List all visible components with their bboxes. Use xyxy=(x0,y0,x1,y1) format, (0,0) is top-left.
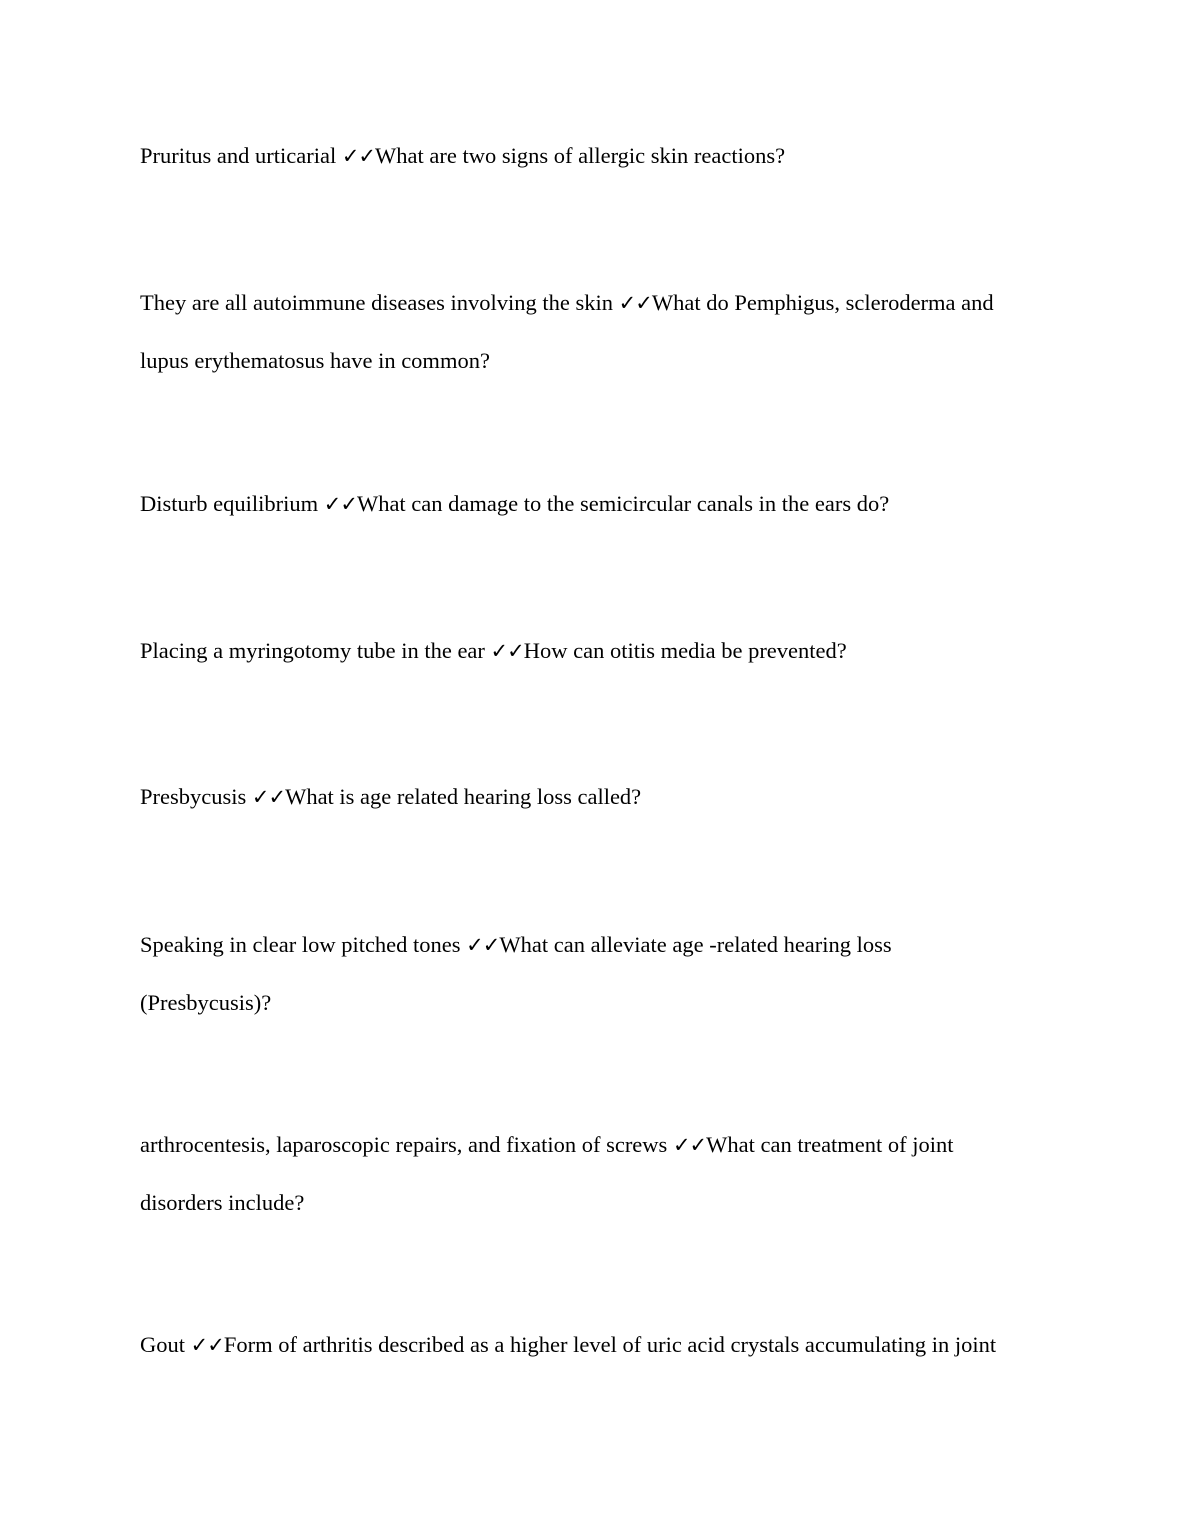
answer-text: arthrocentesis, laparoscopic repairs, and fixation of screws xyxy=(140,1132,673,1157)
double-check-icon: ✓✓ xyxy=(190,1333,224,1357)
qa-entry-7-continuation xyxy=(140,1187,1040,1219)
qa-entry-2-continuation xyxy=(140,345,1040,377)
qa-entry-7 xyxy=(140,1129,1040,1161)
double-check-icon: ✓✓ xyxy=(341,144,376,168)
question-text: What can treatment of joint xyxy=(706,1132,954,1157)
qa-entry-4 xyxy=(140,635,1040,667)
qa-entry-6-continuation xyxy=(140,987,1040,1019)
qa-entry-5 xyxy=(140,781,1040,813)
double-check-icon: ✓✓ xyxy=(490,639,524,663)
answer-text: Speaking in clear low pitched tones xyxy=(140,932,467,957)
question-text-continued: disorders include? xyxy=(140,1190,305,1215)
question-text: What is age related hearing loss called? xyxy=(285,784,642,809)
question-text-continued: (Presbycusis)? xyxy=(140,990,272,1015)
question-text-continued: lupus erythematosus have in common? xyxy=(140,348,490,373)
answer-text: They are all autoimmune diseases involving the skin xyxy=(140,290,619,315)
qa-entry-2 xyxy=(140,287,1040,319)
question-text: What do Pemphigus, scleroderma and xyxy=(651,290,994,315)
question-text: How can otitis media be prevented? xyxy=(523,638,847,663)
answer-text: Placing a myringotomy tube in the ear xyxy=(140,638,491,663)
question-text: What are two signs of allergic skin reactions? xyxy=(375,143,786,168)
double-check-icon: ✓✓ xyxy=(251,785,286,809)
double-check-icon: ✓✓ xyxy=(466,933,500,957)
qa-entry-6 xyxy=(140,929,1040,961)
question-text: Form of arthritis described as a higher level of uric acid crystals accumulating in joint xyxy=(223,1332,997,1357)
double-check-icon: ✓✓ xyxy=(323,492,357,516)
answer-text: Disturb equilibrium xyxy=(140,491,324,516)
answer-text: Pruritus and urticarial xyxy=(140,143,342,168)
question-text: What can damage to the semicircular canals in the ears do? xyxy=(356,491,890,516)
question-text: What can alleviate age -related hearing loss xyxy=(499,932,892,957)
double-check-icon: ✓✓ xyxy=(672,1133,707,1157)
qa-entry-3 xyxy=(140,488,1040,520)
qa-entry-8 xyxy=(140,1329,1040,1361)
qa-entry-1 xyxy=(140,140,1040,172)
answer-text: Presbycusis xyxy=(140,784,252,809)
double-check-icon: ✓✓ xyxy=(618,291,652,315)
answer-text: Gout xyxy=(140,1332,191,1357)
